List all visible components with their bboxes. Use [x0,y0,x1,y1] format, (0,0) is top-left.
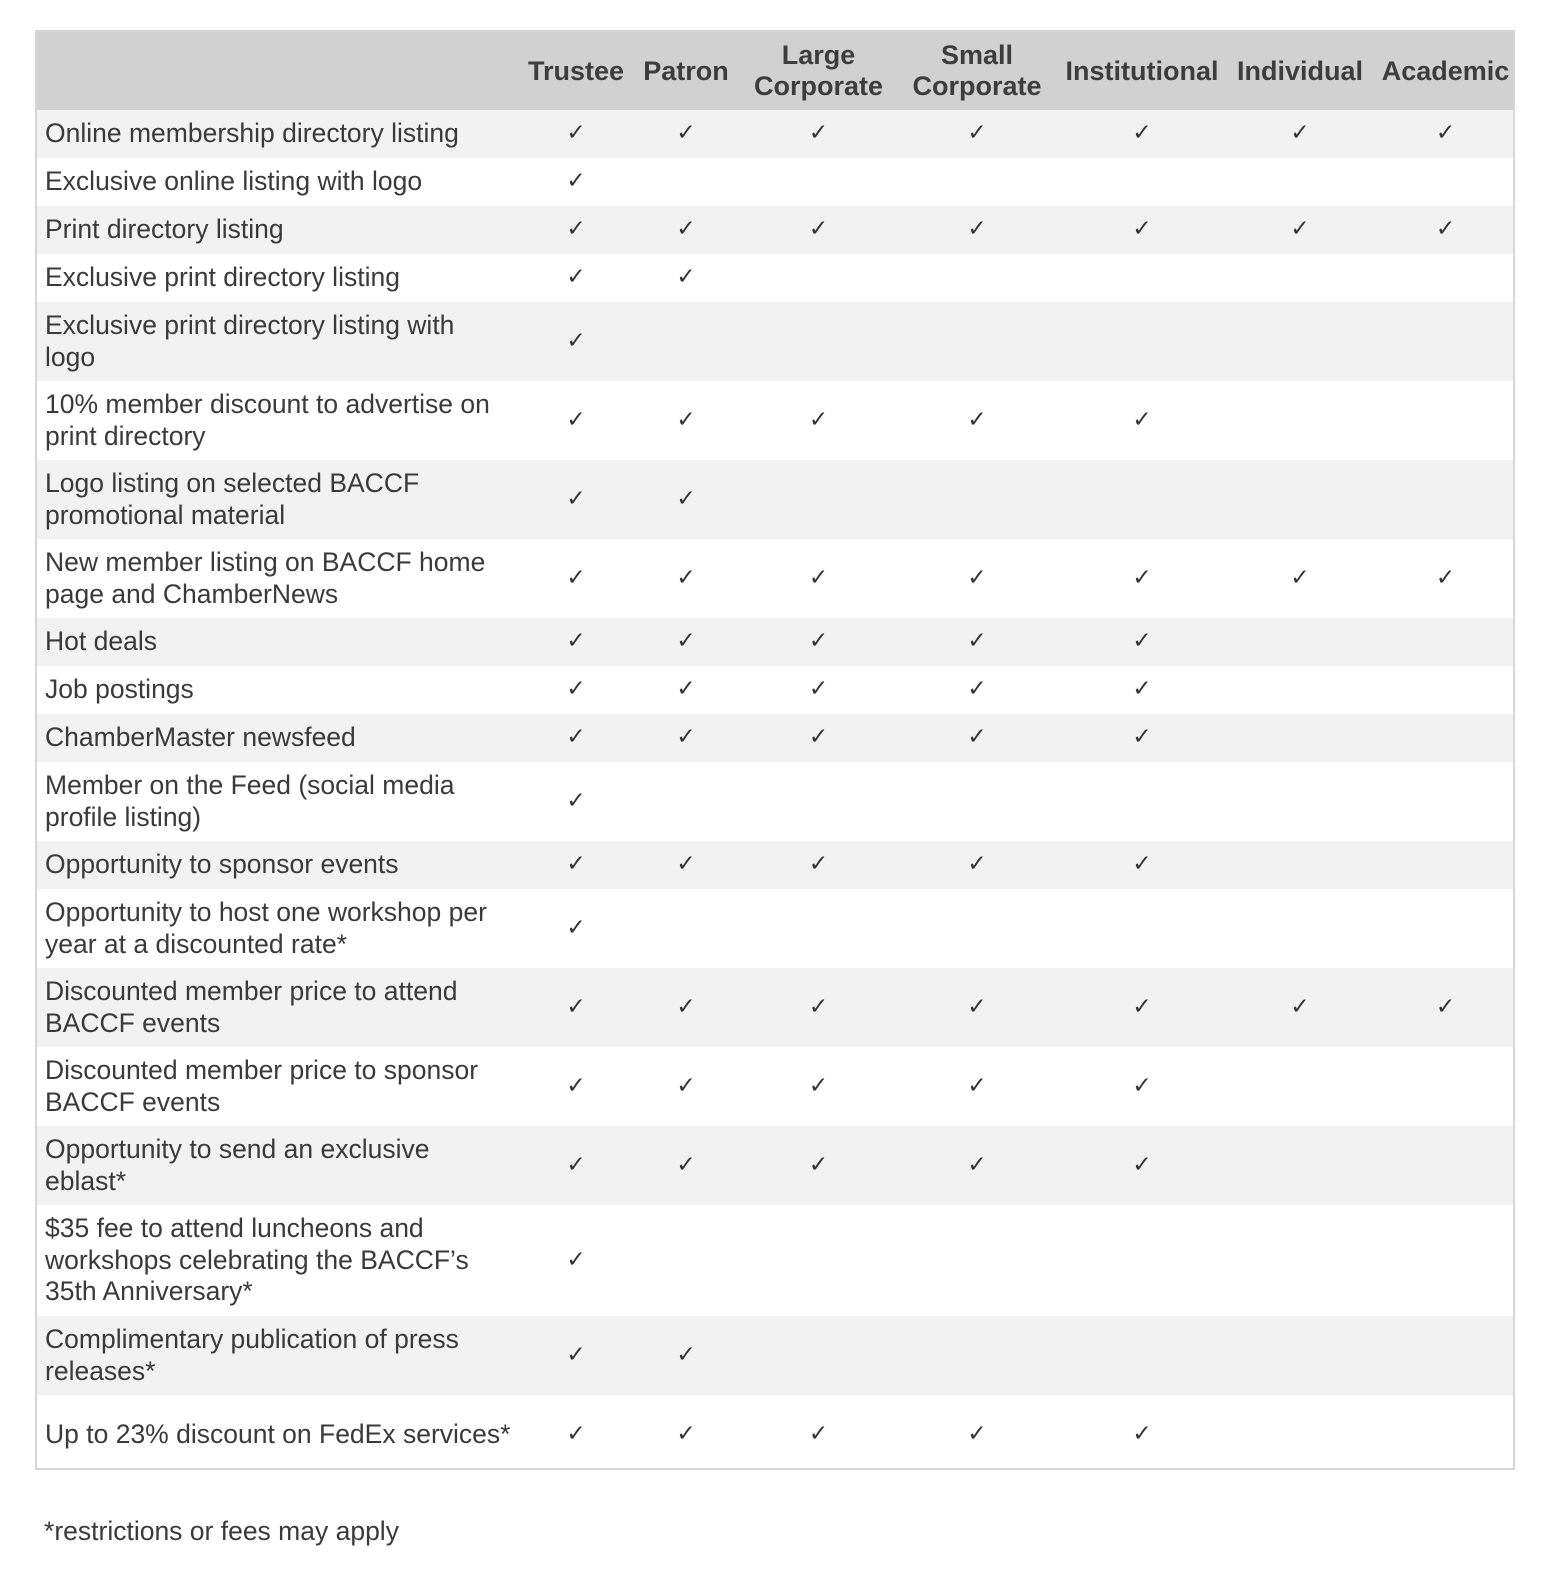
table-row [37,1205,1515,1316]
checkmark-icon: ✓ [676,406,696,433]
empty-cell [741,1205,896,1316]
empty-cell [1374,714,1515,762]
checkmark-icon: ✓ [967,1151,987,1178]
empty-cell [1058,254,1226,302]
checkmark-icon: ✓ [566,327,586,354]
empty-cell [896,302,1058,381]
checkmark-icon: ✓ [566,676,586,703]
empty-cell [741,889,896,968]
table-row [37,1047,1515,1126]
checkmark-icon: ✓ [1435,564,1456,591]
checkmark-icon: ✓ [676,851,696,878]
checkmark-icon: ✓ [676,264,696,291]
table-row [37,841,1515,889]
empty-cell [1226,1316,1374,1395]
table-row [37,889,1515,968]
checkmark-icon: ✓ [566,1341,586,1368]
checkmark-icon: ✓ [967,993,987,1020]
feature-label: Exclusive online listing with logo [45,166,423,197]
empty-cell [1226,1047,1374,1126]
empty-cell [1226,158,1374,206]
feature-label: Complimentary publication of press releases* [45,1324,459,1386]
checkmark-icon: ✓ [676,628,696,655]
feature-label: Opportunity to send an exclusive eblast* [45,1134,430,1196]
table-row [37,158,1515,206]
checkmark-icon: ✓ [676,564,696,591]
empty-cell [1058,302,1226,381]
empty-cell [896,1205,1058,1316]
checkmark-icon: ✓ [967,724,987,751]
header-small-line2: Corporate [912,71,1042,101]
checkmark-icon: ✓ [1132,120,1152,147]
checkmark-icon: ✓ [566,1246,586,1273]
checkmark-icon: ✓ [808,1072,829,1099]
checkmark-icon: ✓ [808,628,829,655]
empty-cell [1374,1205,1515,1316]
empty-cell [1058,1205,1226,1316]
empty-cell [1374,254,1515,302]
checkmark-icon: ✓ [676,724,696,751]
header-row [37,32,1515,110]
checkmark-icon: ✓ [967,1420,987,1447]
empty-cell [1374,841,1515,889]
empty-cell [1058,1316,1226,1395]
checkmark-icon: ✓ [566,914,586,941]
footnote: *restrictions or fees may apply [44,1516,399,1546]
empty-cell [1374,618,1515,666]
checkmark-icon: ✓ [967,851,987,878]
checkmark-icon: ✓ [1132,1151,1152,1178]
checkmark-icon: ✓ [566,216,586,243]
feature-label: Up to 23% discount on FedEx services* [45,1418,511,1449]
header-large-line2: Corporate [753,71,883,101]
empty-cell [1226,381,1374,460]
empty-cell [1226,1395,1374,1470]
table-row [37,539,1515,618]
checkmark-icon: ✓ [808,216,829,243]
empty-cell [1374,666,1515,714]
checkmark-icon: ✓ [676,676,696,703]
checkmark-icon: ✓ [676,993,696,1020]
checkmark-icon: ✓ [967,564,987,591]
checkmark-icon: ✓ [566,993,586,1020]
empty-cell [896,254,1058,302]
empty-cell [896,158,1058,206]
checkmark-icon: ✓ [808,851,829,878]
checkmark-icon: ✓ [566,1151,586,1178]
checkmark-icon: ✓ [566,1072,586,1099]
empty-cell [896,460,1058,539]
empty-cell [1374,762,1515,841]
checkmark-icon: ✓ [1132,676,1152,703]
checkmark-icon: ✓ [808,724,829,751]
empty-cell [1058,762,1226,841]
header-large-corporate [741,32,896,110]
checkmark-icon: ✓ [967,676,987,703]
table-row [37,1126,1515,1205]
checkmark-icon: ✓ [566,851,586,878]
header-patron: Patron [643,55,729,86]
checkmark-icon: ✓ [1290,120,1310,147]
empty-cell [1058,158,1226,206]
checkmark-icon: ✓ [808,564,829,591]
checkmark-icon: ✓ [566,485,586,512]
table-row [37,1316,1515,1395]
checkmark-icon: ✓ [808,1151,829,1178]
checkmark-icon: ✓ [676,1151,696,1178]
checkmark-icon: ✓ [1132,216,1152,243]
header-institutional: Institutional [1065,55,1219,86]
checkmark-icon: ✓ [566,120,586,147]
empty-cell [631,302,741,381]
table-row [37,110,1515,158]
feature-label: Exclusive print directory listing [45,262,400,293]
feature-label: Discounted member price to sponsor BACCF events [45,1055,479,1117]
table-row [37,618,1515,666]
checkmark-icon: ✓ [808,1420,829,1447]
checkmark-icon: ✓ [566,628,586,655]
checkmark-icon: ✓ [808,406,829,433]
feature-label: Member on the Feed (social media profile listing) [45,770,455,832]
table-row [37,302,1515,381]
checkmark-icon: ✓ [1132,1072,1152,1099]
checkmark-icon: ✓ [1132,564,1152,591]
empty-cell [1374,1395,1515,1470]
checkmark-icon: ✓ [808,120,829,147]
empty-cell [1374,889,1515,968]
empty-cell [741,158,896,206]
feature-label: ChamberMaster newsfeed [45,722,356,753]
checkmark-icon: ✓ [967,1072,987,1099]
checkmark-icon: ✓ [566,787,586,814]
empty-cell [1058,889,1226,968]
checkmark-icon: ✓ [1435,993,1456,1020]
empty-cell [1226,618,1374,666]
feature-label: New member listing on BACCF home page and ChamberNews [45,547,486,609]
empty-cell [1374,1316,1515,1395]
table-header [37,32,1515,110]
table-row [37,1395,1515,1470]
empty-cell [741,762,896,841]
feature-label: Opportunity to host one workshop per year at a discounted rate* [45,897,487,959]
empty-cell [631,889,741,968]
empty-cell [631,158,741,206]
checkmark-icon: ✓ [808,993,829,1020]
empty-cell [741,302,896,381]
checkmark-icon: ✓ [1132,993,1152,1020]
checkmark-icon: ✓ [967,628,987,655]
table-row [37,254,1515,302]
checkmark-icon: ✓ [967,120,987,147]
checkmark-icon: ✓ [676,1072,696,1099]
empty-cell [631,1205,741,1316]
header-small-line1: Small [940,40,1014,70]
empty-cell [1226,762,1374,841]
feature-label: 10% member discount to advertise on print directory [45,389,490,451]
empty-cell [1226,302,1374,381]
empty-cell [896,1316,1058,1395]
checkmark-icon: ✓ [1132,724,1152,751]
table-row [37,666,1515,714]
feature-label: Job postings [45,674,194,705]
table-row [37,206,1515,254]
checkmark-icon: ✓ [676,485,696,512]
feature-label: Online membership directory listing [45,118,459,149]
header-large-line1: Large [781,40,856,70]
empty-cell [1226,1126,1374,1205]
checkmark-icon: ✓ [1290,564,1310,591]
header-individual: Individual [1236,55,1363,86]
checkmark-icon: ✓ [1132,851,1152,878]
empty-cell [741,460,896,539]
empty-cell [896,889,1058,968]
membership-benefits-table [37,32,1515,1470]
empty-cell [1226,460,1374,539]
checkmark-icon: ✓ [808,676,829,703]
empty-cell [631,762,741,841]
checkmark-icon: ✓ [566,168,586,195]
empty-cell [1226,889,1374,968]
checkmark-icon: ✓ [1132,1420,1152,1447]
checkmark-icon: ✓ [676,216,696,243]
checkmark-icon: ✓ [566,406,586,433]
feature-label: Logo listing on selected BACCF promotional material [45,468,420,530]
header-feature [37,32,521,110]
empty-cell [896,762,1058,841]
checkmark-icon: ✓ [1435,216,1456,243]
checkmark-icon: ✓ [566,1420,586,1447]
checkmark-icon: ✓ [566,724,586,751]
feature-label: Print directory listing [45,214,284,245]
empty-cell [1058,460,1226,539]
table-row [37,460,1515,539]
checkmark-icon: ✓ [1132,628,1152,655]
empty-cell [1374,302,1515,381]
empty-cell [1226,666,1374,714]
empty-cell [1374,1047,1515,1126]
empty-cell [1226,254,1374,302]
empty-cell [1374,1126,1515,1205]
header-trustee: Trustee [527,55,625,86]
feature-label: Hot deals [45,626,157,657]
checkmark-icon: ✓ [1290,993,1310,1020]
empty-cell [741,1316,896,1395]
feature-label: $35 fee to attend luncheons and workshops celebrating the BACCF’s 35th Anniversary* [45,1213,469,1307]
table-row [37,714,1515,762]
empty-cell [741,254,896,302]
checkmark-icon: ✓ [967,216,987,243]
empty-cell [1226,1205,1374,1316]
table-row [37,762,1515,841]
table-row [37,968,1515,1047]
checkmark-icon: ✓ [566,264,586,291]
checkmark-icon: ✓ [676,1341,696,1368]
checkmark-icon: ✓ [676,120,696,147]
checkmark-icon: ✓ [1435,120,1456,147]
empty-cell [1374,381,1515,460]
feature-label: Opportunity to sponsor events [45,849,399,880]
checkmark-icon: ✓ [566,564,586,591]
empty-cell [1226,841,1374,889]
header-small-corporate [896,32,1058,110]
checkmark-icon: ✓ [1290,216,1310,243]
empty-cell [1374,158,1515,206]
feature-label: Discounted member price to attend BACCF events [45,976,458,1038]
feature-label: Exclusive print directory listing with logo [45,310,455,372]
empty-cell [1374,460,1515,539]
empty-cell [1226,714,1374,762]
checkmark-icon: ✓ [967,406,987,433]
checkmark-icon: ✓ [676,1420,696,1447]
table-row [37,381,1515,460]
checkmark-icon: ✓ [1132,406,1152,433]
membership-benefits-table-frame [35,30,1515,1470]
table-body [37,110,1515,1470]
header-academic: Academic [1381,55,1510,86]
